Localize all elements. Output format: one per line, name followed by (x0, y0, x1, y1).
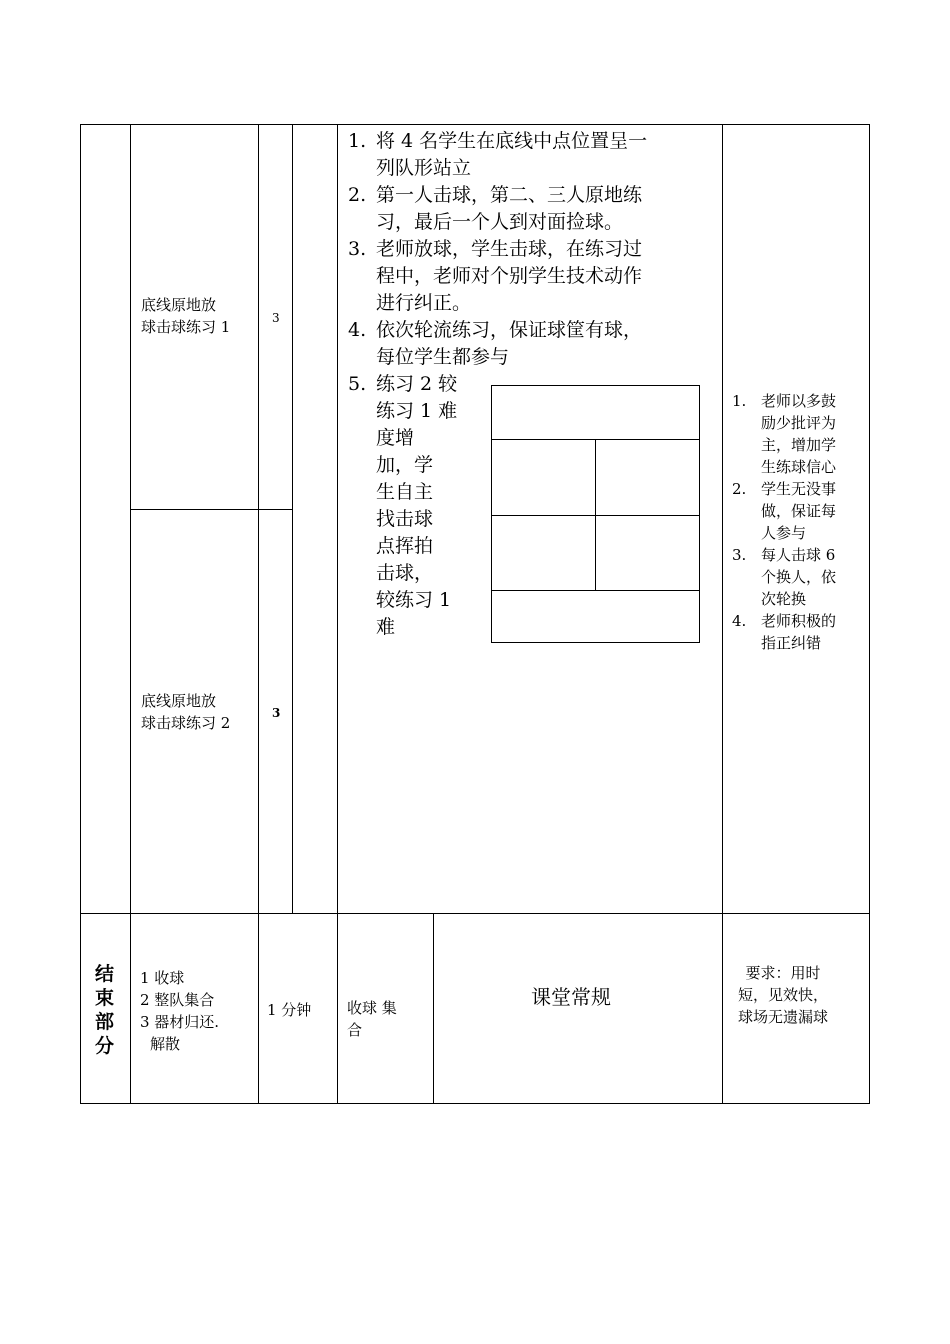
table-top-border (80, 124, 870, 125)
requirement-4 (732, 610, 836, 654)
section-label-char: 部 (95, 1011, 115, 1033)
exercise-2-content-line: 球击球练习 2 (141, 714, 231, 732)
court-center-line (595, 440, 596, 590)
step-line: 击球， (376, 562, 434, 584)
requirement-line: 老师以多鼓 (761, 392, 837, 410)
requirement-2 (732, 478, 836, 544)
step-line: 度增 (376, 427, 415, 449)
step-line: 生自主 (376, 481, 434, 503)
exercise-2-count: 3 (272, 706, 281, 720)
ending-time: 1 分钟 (267, 1001, 312, 1019)
step-line: 加，学 (376, 454, 434, 476)
col-divider-6 (722, 124, 723, 1104)
requirement-line: 主，增加学 (761, 436, 837, 454)
activity-line: 收球 集 (347, 999, 397, 1017)
col-divider-2 (258, 124, 259, 1104)
ending-item: 1 收球 (140, 969, 185, 987)
step-line: 每位学生都参与 (376, 346, 510, 368)
exercise-2-content-line: 底线原地放 (141, 692, 217, 710)
requirement-line: 次轮换 (761, 590, 807, 608)
step-number: 5. (348, 373, 367, 395)
exercise-1-count: 3 (272, 311, 280, 325)
ending-item: 3 器材归还. (140, 1013, 220, 1031)
step-line: 练习 1 难 (376, 400, 458, 422)
col-divider-1 (130, 124, 131, 1104)
ending-section-label (95, 962, 114, 1058)
section-label-char: 束 (95, 987, 115, 1009)
col-divider-3 (292, 124, 293, 913)
step-line: 较练习 1 (376, 589, 452, 611)
step-line: 依次轮流练习，保证球筐有球， (376, 319, 643, 341)
requirement-number: 2. (732, 480, 747, 498)
court-line (492, 590, 699, 591)
table-left-border (80, 124, 81, 1104)
ending-activity (347, 997, 397, 1041)
requirement-line: 每人击球 6 (761, 546, 836, 564)
step-line: 进行纠正。 (376, 292, 472, 314)
step-line: 老师放球，学生击球，在练习过 (376, 238, 643, 260)
step-1 (348, 128, 647, 182)
step-line: 练习 2 较 (376, 373, 458, 395)
requirement-3 (732, 544, 836, 610)
ending-item: 2 整队集合 (140, 991, 215, 1009)
step-line: 找击球 (376, 508, 434, 530)
step-number: 4. (348, 319, 367, 341)
activity-line: 合 (347, 1021, 363, 1039)
table-bottom-border (80, 1103, 870, 1104)
row-divider-ending (80, 913, 870, 914)
requirement-line: 励少批评为 (761, 414, 837, 432)
step-line: 习，最后一个人到对面捡球。 (376, 211, 624, 233)
requirement-number: 4. (732, 612, 747, 630)
ending-items (140, 967, 219, 1055)
section-label-char: 结 (95, 963, 115, 985)
exercise-1-content (141, 294, 230, 338)
ending-requirement-line: 球场无遗漏球 (738, 1008, 829, 1026)
step-line: 程中，老师对个别学生技术动作 (376, 265, 643, 287)
requirement-line: 老师积极的 (761, 612, 837, 630)
ending-requirement (738, 962, 828, 1028)
exercise-1-content-line: 底线原地放 (141, 296, 217, 314)
step-2 (348, 182, 647, 236)
step-line: 将 4 名学生在底线中点位置呈一 (376, 130, 648, 152)
requirement-number: 3. (732, 546, 747, 564)
step-line: 点挥拍 (376, 535, 434, 557)
ending-requirement-line: 要求：用时 (745, 964, 821, 982)
requirement-line: 生练球信心 (761, 458, 837, 476)
step-number: 3. (348, 238, 367, 260)
requirement-line: 做，保证每 (761, 502, 837, 520)
requirement-number: 1. (732, 392, 747, 410)
col-divider-5 (433, 913, 434, 1103)
ending-item: 解散 (150, 1035, 181, 1053)
step-line: 难 (376, 616, 396, 638)
requirement-line: 个换人，依 (761, 568, 837, 586)
requirement-1 (732, 390, 836, 478)
row-divider-exercises (131, 509, 293, 510)
step-3 (348, 236, 647, 317)
step-4 (348, 317, 647, 371)
requirement-line: 学生无没事 (761, 480, 837, 498)
exercise-1-content-line: 球击球练习 1 (141, 318, 231, 336)
ending-requirement-line: 短，见效快， (738, 986, 829, 1004)
section-label-char: 分 (95, 1035, 115, 1057)
step-number: 1. (348, 130, 367, 152)
step-number: 2. (348, 184, 367, 206)
table-right-border (869, 124, 870, 1104)
requirement-line: 指正纠错 (761, 634, 822, 652)
exercise-2-content (141, 690, 230, 734)
step-line: 列队形站立 (376, 157, 472, 179)
step-line: 第一人击球，第二、三人原地练 (376, 184, 643, 206)
col-divider-4 (337, 124, 338, 1104)
classroom-routine: 课堂常规 (531, 985, 611, 1009)
requirements-list (732, 390, 836, 654)
requirement-line: 人参与 (761, 524, 807, 542)
